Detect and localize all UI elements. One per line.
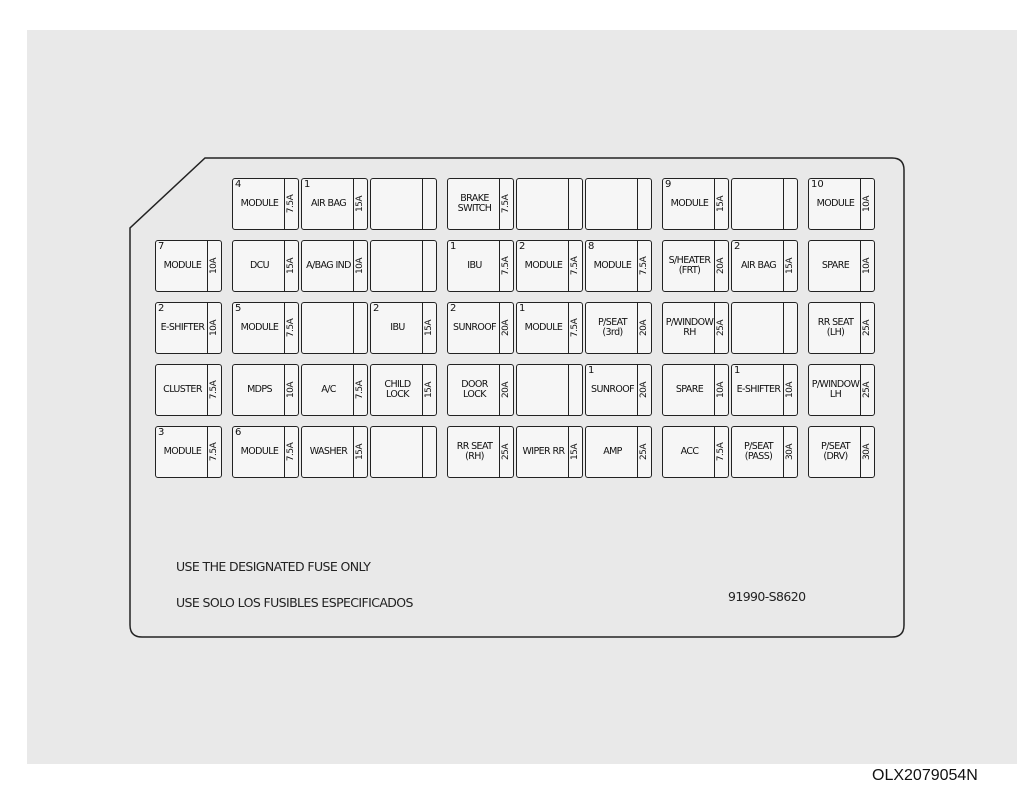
fuse-rating-cell bbox=[714, 365, 728, 415]
fuse-label-line: DCU bbox=[249, 260, 270, 271]
fuse-rating-cell bbox=[284, 365, 298, 415]
fuse-rating: 25A bbox=[639, 443, 650, 461]
fuse-label bbox=[235, 179, 284, 229]
fuse-label bbox=[450, 427, 499, 477]
fuse-label bbox=[373, 427, 422, 477]
fuse-rating: 7.5A bbox=[286, 442, 297, 462]
fuse-rating: 15A bbox=[424, 381, 435, 399]
fuse-label-line: WIPER RR bbox=[522, 446, 565, 457]
fuse-label-line: MODULE bbox=[163, 260, 202, 271]
fuse-rating: 7.5A bbox=[570, 256, 581, 276]
fuse-slot bbox=[808, 426, 875, 478]
fuse-rating-cell bbox=[860, 427, 874, 477]
fuse-label bbox=[373, 365, 422, 415]
fuse-rating-cell bbox=[207, 303, 221, 353]
fuse-label-line: MDPS bbox=[247, 384, 272, 395]
fuse-rating-cell bbox=[568, 241, 582, 291]
fuse-rating-cell bbox=[714, 427, 728, 477]
fuse-number: 1 bbox=[734, 365, 741, 376]
fuse-label bbox=[519, 427, 568, 477]
fuse-label-line: ACC bbox=[680, 446, 699, 457]
fuse-slot bbox=[516, 240, 583, 292]
fuse-label-line: MODULE bbox=[240, 446, 279, 457]
fuse-slot bbox=[731, 178, 798, 230]
fuse-label-line: S/HEATER bbox=[668, 255, 711, 266]
fuse-slot bbox=[232, 302, 299, 354]
fuse-label-line: LOCK bbox=[386, 389, 409, 400]
fuse-slot bbox=[662, 240, 729, 292]
fuse-slot bbox=[370, 364, 437, 416]
fuse-number: 6 bbox=[235, 427, 242, 438]
fuse-label bbox=[665, 303, 714, 353]
fuse-slot bbox=[447, 302, 514, 354]
fuse-label bbox=[450, 303, 499, 353]
fuse-label bbox=[811, 179, 860, 229]
fuse-label bbox=[158, 241, 207, 291]
fuse-label-line: MODULE bbox=[524, 260, 563, 271]
fuse-number: 5 bbox=[235, 303, 242, 314]
fuse-slot bbox=[662, 426, 729, 478]
fuse-rating: 15A bbox=[570, 443, 581, 461]
fuse-rating-cell bbox=[422, 365, 436, 415]
fuse-label-line: IBU bbox=[390, 322, 405, 333]
fuse-rating: 15A bbox=[355, 195, 366, 213]
fuse-label-line: CHILD bbox=[384, 379, 411, 390]
fuse-label-line: CLUSTER bbox=[163, 384, 202, 395]
fuse-rating: 25A bbox=[501, 443, 512, 461]
fuse-rating: 25A bbox=[862, 319, 873, 337]
fuse-slot bbox=[516, 364, 583, 416]
fuse-rating-cell bbox=[284, 303, 298, 353]
fuse-slot bbox=[301, 426, 368, 478]
fuse-slot bbox=[731, 240, 798, 292]
fuse-rating-cell bbox=[422, 241, 436, 291]
fuse-rating-cell bbox=[637, 179, 651, 229]
fuse-label bbox=[734, 303, 783, 353]
fuse-slot bbox=[808, 178, 875, 230]
fuse-label-line: AIR BAG bbox=[311, 198, 346, 209]
fuse-label-line: RR SEAT bbox=[817, 317, 854, 328]
fuse-slot bbox=[731, 426, 798, 478]
fuse-rating-cell bbox=[284, 241, 298, 291]
fuse-label bbox=[519, 365, 568, 415]
fuse-label-line: P/SEAT bbox=[744, 441, 773, 452]
fuse-label bbox=[734, 179, 783, 229]
fuse-number: 2 bbox=[450, 303, 457, 314]
fuse-number: 4 bbox=[235, 179, 242, 190]
fuse-slot bbox=[155, 364, 222, 416]
fuse-rating-cell bbox=[422, 427, 436, 477]
fuse-label-line: A/BAG IND bbox=[306, 260, 351, 271]
fuse-slot bbox=[447, 178, 514, 230]
fuse-label bbox=[304, 365, 353, 415]
fuse-label-line: MODULE bbox=[163, 446, 202, 457]
fuse-rating: 10A bbox=[286, 381, 297, 399]
fuse-rating: 20A bbox=[639, 319, 650, 337]
fuse-rating-cell bbox=[499, 427, 513, 477]
fuse-label bbox=[665, 427, 714, 477]
fuse-slot bbox=[808, 302, 875, 354]
fuse-label bbox=[373, 303, 422, 353]
fuse-label-line: MODULE bbox=[524, 322, 563, 333]
fuse-number: 10 bbox=[811, 179, 824, 190]
fuse-rating: 7.5A bbox=[209, 380, 220, 400]
notice-english: USE THE DESIGNATED FUSE ONLY bbox=[176, 559, 371, 574]
fuse-label bbox=[588, 365, 637, 415]
fuse-label bbox=[235, 303, 284, 353]
fuse-label-line: P/SEAT bbox=[598, 317, 627, 328]
fuse-rating-cell bbox=[714, 179, 728, 229]
fuse-label-line: (RH) bbox=[465, 451, 484, 462]
fuse-label-line: AMP bbox=[603, 446, 622, 457]
fuse-rating-cell bbox=[284, 427, 298, 477]
fuse-rating: 7.5A bbox=[639, 256, 650, 276]
fuse-rating: 15A bbox=[424, 319, 435, 337]
fuse-label bbox=[304, 427, 353, 477]
fuse-rating: 7.5A bbox=[501, 194, 512, 214]
fuse-label-line: LOCK bbox=[463, 389, 486, 400]
fuse-number: 7 bbox=[158, 241, 165, 252]
fuse-slot bbox=[516, 302, 583, 354]
fuse-slot bbox=[447, 426, 514, 478]
fuse-slot bbox=[662, 302, 729, 354]
fuse-label-line: P/WINDOW bbox=[811, 379, 860, 390]
fuse-label-line: P/SEAT bbox=[821, 441, 850, 452]
fuse-rating-cell bbox=[499, 179, 513, 229]
fuse-label bbox=[158, 303, 207, 353]
fuse-label-line: SUNROOF bbox=[591, 384, 634, 395]
fuse-rating: 15A bbox=[716, 195, 727, 213]
fuse-label-line: (FRT) bbox=[678, 265, 701, 276]
fuse-slot bbox=[232, 426, 299, 478]
fuse-rating: 10A bbox=[862, 195, 873, 213]
fuse-label-line: MODULE bbox=[240, 322, 279, 333]
fuse-number: 2 bbox=[158, 303, 165, 314]
fuse-slot bbox=[447, 240, 514, 292]
fuse-slot bbox=[301, 364, 368, 416]
fuse-rating: 7.5A bbox=[355, 380, 366, 400]
fuse-rating-cell bbox=[783, 365, 797, 415]
fuse-slot bbox=[370, 240, 437, 292]
fuse-number: 1 bbox=[450, 241, 457, 252]
fuse-rating-cell bbox=[353, 179, 367, 229]
fuse-label bbox=[450, 365, 499, 415]
fuse-label-line: (3rd) bbox=[602, 327, 623, 338]
fuse-label-line: IBU bbox=[467, 260, 482, 271]
fuse-slot bbox=[232, 364, 299, 416]
fuse-slot bbox=[370, 426, 437, 478]
fuse-rating-cell bbox=[422, 303, 436, 353]
fuse-label-line: RR SEAT bbox=[456, 441, 493, 452]
fuse-rating-cell bbox=[353, 241, 367, 291]
fuse-label-line: (DRV) bbox=[823, 451, 848, 462]
fuse-rating-cell bbox=[207, 241, 221, 291]
fuse-label-line: A/C bbox=[321, 384, 336, 395]
notice-spanish: USE SOLO LOS FUSIBLES ESPECIFICADOS bbox=[176, 595, 413, 610]
fuse-slot bbox=[232, 178, 299, 230]
fuse-rating-cell bbox=[568, 427, 582, 477]
fuse-slot bbox=[585, 302, 652, 354]
fuse-label bbox=[304, 179, 353, 229]
fuse-label-line: AIR BAG bbox=[741, 260, 776, 271]
fuse-rating: 7.5A bbox=[286, 318, 297, 338]
fuse-label-line: WASHER bbox=[309, 446, 348, 457]
fuse-number: 1 bbox=[519, 303, 526, 314]
fuse-label bbox=[450, 241, 499, 291]
fuse-slot bbox=[155, 302, 222, 354]
fuse-rating: 10A bbox=[716, 381, 727, 399]
fuse-rating: 15A bbox=[286, 257, 297, 275]
fuse-rating: 15A bbox=[785, 257, 796, 275]
fuse-slot bbox=[301, 240, 368, 292]
fuse-label bbox=[734, 241, 783, 291]
fuse-rating-cell bbox=[499, 241, 513, 291]
fuse-label bbox=[373, 241, 422, 291]
fuse-rating: 30A bbox=[862, 443, 873, 461]
fuse-rating-cell bbox=[637, 365, 651, 415]
fuse-label bbox=[665, 179, 714, 229]
fuse-rating: 15A bbox=[355, 443, 366, 461]
fuse-rating: 10A bbox=[209, 257, 220, 275]
fuse-label bbox=[811, 365, 860, 415]
fuse-rating: 10A bbox=[209, 319, 220, 337]
fuse-rating-cell bbox=[783, 427, 797, 477]
fuse-rating-cell bbox=[499, 365, 513, 415]
fuse-slot bbox=[585, 240, 652, 292]
fuse-rating-cell bbox=[284, 179, 298, 229]
fuse-label-line: MODULE bbox=[816, 198, 855, 209]
fuse-label bbox=[588, 179, 637, 229]
fuse-slot bbox=[301, 178, 368, 230]
fuse-label-line: (LH) bbox=[826, 327, 845, 338]
figure-code: OLX2079054N bbox=[872, 767, 978, 784]
fuse-label-line: P/WINDOW bbox=[665, 317, 714, 328]
fuse-label-line: SPARE bbox=[821, 260, 850, 271]
fuse-label-line: RH bbox=[683, 327, 696, 338]
fuse-rating-cell bbox=[714, 241, 728, 291]
fuse-rating-cell bbox=[637, 303, 651, 353]
fuse-rating-cell bbox=[714, 303, 728, 353]
fuse-slot bbox=[447, 364, 514, 416]
fuse-rating-cell bbox=[783, 179, 797, 229]
fuse-rating-cell bbox=[422, 179, 436, 229]
fuse-rating: 20A bbox=[716, 257, 727, 275]
fuse-rating-cell bbox=[353, 365, 367, 415]
fuse-rating: 25A bbox=[716, 319, 727, 337]
fuse-label bbox=[235, 427, 284, 477]
fuse-label-line: SWITCH bbox=[457, 203, 492, 214]
fuse-rating: 20A bbox=[639, 381, 650, 399]
fuse-number: 2 bbox=[373, 303, 380, 314]
fuse-slot bbox=[585, 178, 652, 230]
fuse-rating-cell bbox=[568, 365, 582, 415]
fuse-rating-cell bbox=[499, 303, 513, 353]
fuse-label bbox=[519, 303, 568, 353]
fuse-slot bbox=[155, 240, 222, 292]
fuse-slot bbox=[731, 302, 798, 354]
fuse-rating-cell bbox=[637, 427, 651, 477]
fuse-rating: 10A bbox=[862, 257, 873, 275]
fuse-slot bbox=[232, 240, 299, 292]
fuse-label bbox=[588, 303, 637, 353]
fuse-rating-cell bbox=[860, 365, 874, 415]
fuse-label-line: E-SHIFTER bbox=[160, 322, 205, 333]
fuse-label-line: BRAKE bbox=[460, 193, 489, 204]
fuse-label-line: SPARE bbox=[675, 384, 704, 395]
fuse-rating-cell bbox=[568, 179, 582, 229]
fuse-label-line: MODULE bbox=[240, 198, 279, 209]
fuse-slot bbox=[301, 302, 368, 354]
fuse-rating-cell bbox=[207, 427, 221, 477]
fuse-slot bbox=[516, 178, 583, 230]
fuse-rating: 20A bbox=[501, 319, 512, 337]
fuse-label bbox=[158, 427, 207, 477]
fuse-slot bbox=[662, 364, 729, 416]
fuse-rating-cell bbox=[353, 303, 367, 353]
fuse-slot bbox=[370, 178, 437, 230]
fuse-rating: 30A bbox=[785, 443, 796, 461]
fuse-label-line: MODULE bbox=[593, 260, 632, 271]
fuse-slot bbox=[370, 302, 437, 354]
fuse-rating: 7.5A bbox=[209, 442, 220, 462]
fuse-number: 9 bbox=[665, 179, 672, 190]
fuse-label bbox=[811, 241, 860, 291]
fuse-number: 2 bbox=[734, 241, 741, 252]
fuse-label bbox=[235, 365, 284, 415]
fuse-slot bbox=[585, 426, 652, 478]
fuse-label bbox=[304, 303, 353, 353]
fuse-rating-cell bbox=[353, 427, 367, 477]
fuse-label bbox=[235, 241, 284, 291]
fuse-label bbox=[304, 241, 353, 291]
fuse-number: 1 bbox=[588, 365, 595, 376]
fuse-slot bbox=[516, 426, 583, 478]
fuse-rating-cell bbox=[568, 303, 582, 353]
fuse-label-line: SUNROOF bbox=[453, 322, 496, 333]
fuse-label bbox=[588, 427, 637, 477]
fuse-rating-cell bbox=[860, 241, 874, 291]
fuse-number: 2 bbox=[519, 241, 526, 252]
fuse-label bbox=[811, 303, 860, 353]
fuse-label bbox=[665, 241, 714, 291]
fuse-label bbox=[811, 427, 860, 477]
fuse-label-line: MODULE bbox=[670, 198, 709, 209]
fuse-label bbox=[450, 179, 499, 229]
fuse-label bbox=[734, 365, 783, 415]
part-number: 91990-S8620 bbox=[728, 589, 806, 604]
fuse-label bbox=[734, 427, 783, 477]
fuse-label bbox=[519, 179, 568, 229]
fuse-number: 1 bbox=[304, 179, 311, 190]
fuse-label bbox=[158, 365, 207, 415]
fuse-slot bbox=[662, 178, 729, 230]
fuse-label-line: E-SHIFTER bbox=[736, 384, 781, 395]
fuse-rating-cell bbox=[637, 241, 651, 291]
fuse-label bbox=[519, 241, 568, 291]
fuse-rating: 7.5A bbox=[286, 194, 297, 214]
fuse-label bbox=[373, 179, 422, 229]
fuse-rating-cell bbox=[207, 365, 221, 415]
fuse-rating-cell bbox=[783, 241, 797, 291]
fuse-rating-cell bbox=[860, 179, 874, 229]
fuse-rating-cell bbox=[860, 303, 874, 353]
fuse-slot bbox=[808, 240, 875, 292]
fuse-label-line: DOOR bbox=[461, 379, 488, 390]
fuse-label-line: (PASS) bbox=[744, 451, 773, 462]
fuse-rating: 7.5A bbox=[716, 442, 727, 462]
fuse-slot bbox=[585, 364, 652, 416]
fuse-rating: 7.5A bbox=[570, 318, 581, 338]
fuse-rating: 10A bbox=[355, 257, 366, 275]
fuse-number: 8 bbox=[588, 241, 595, 252]
fuse-label bbox=[588, 241, 637, 291]
fuse-slot bbox=[155, 426, 222, 478]
fuse-rating: 7.5A bbox=[501, 256, 512, 276]
fuse-slot bbox=[808, 364, 875, 416]
fuse-rating-cell bbox=[783, 303, 797, 353]
fuse-label-line: LH bbox=[829, 389, 842, 400]
fuse-rating: 10A bbox=[785, 381, 796, 399]
fuse-number: 3 bbox=[158, 427, 165, 438]
fuse-rating: 25A bbox=[862, 381, 873, 399]
fuse-rating: 20A bbox=[501, 381, 512, 399]
fuse-label bbox=[665, 365, 714, 415]
fuse-slot bbox=[731, 364, 798, 416]
